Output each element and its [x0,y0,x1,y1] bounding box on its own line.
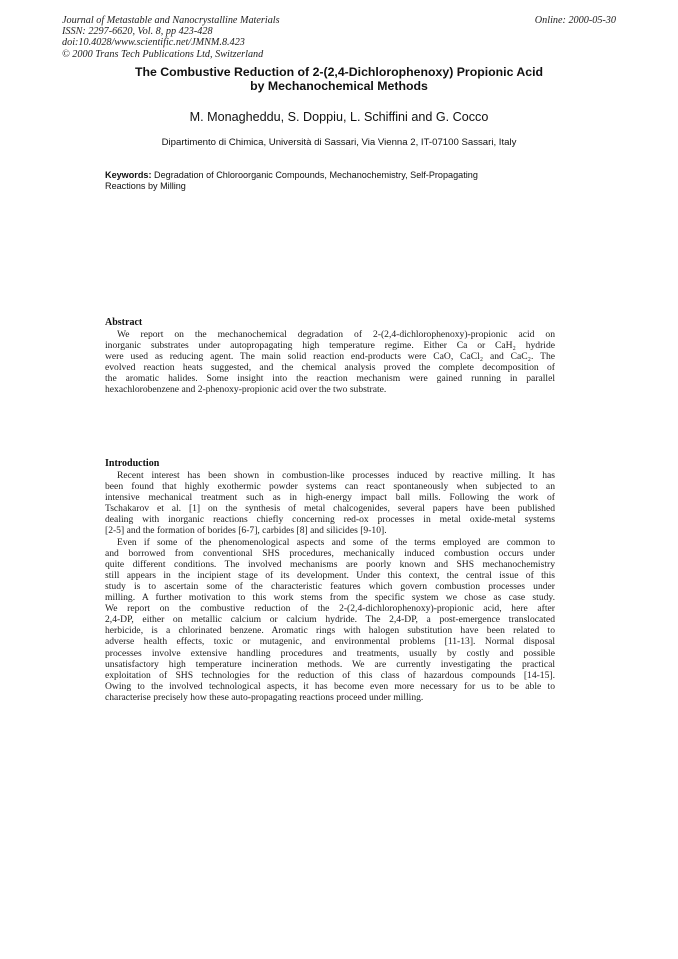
intro-line: study is to ascertain some of the characteristic features which govern combustion processes under [105,580,555,592]
intro-line: Recent interest has been shown in combustion-like processes induced by reactive milling. It has [117,470,555,481]
paper-title [60,65,618,93]
journal-name: Journal of Metastable and Nanocrystalline Materials [62,15,280,26]
introduction-heading: Introduction [105,458,160,469]
intro-line: milling. A further motivation to this work stems from the specific system we chose as case study. [105,592,555,604]
intro-line: dealing with inorganic reactions chiefly concerning red-ox processes in metal oxide-metal systems [105,514,555,526]
intro-line: exploitation of SHS technologies for the reduction of this class of hazardous compounds [14-15]. [105,669,555,681]
intro-line: been found that highly exothermic powder systems can react spontaneously when subjected to an [105,481,555,493]
keywords-block [105,170,545,192]
keywords-line-2: Reactions by Milling [105,181,186,192]
intro-line: and borrowed from conventional SHS procedures, mechanically induced combustion occurs under [105,547,555,559]
introduction-section [105,458,555,703]
abstract-line: were used as reducing agent. The main solid reaction end-products were CaO, CaCl₂ and CaC₂. The [105,351,555,363]
abstract-line: inorganic substrates under autopropagating high temperature regime. Either Ca or CaH₂ hydride [105,340,555,352]
intro-line: still appears in the incipient stage of its development. Under this context, the central issue of this [105,569,555,581]
intro-line: unsatisfactory high temperature incineration methods. We are currently investigating the practical [105,658,555,670]
abstract-heading: Abstract [105,317,143,328]
keywords-text-1: Degradation of Chloroorganic Compounds, Mechanochemistry, Self-Propagating [154,170,478,180]
copyright-line: © 2000 Trans Tech Publications Ltd, Switzerland [62,48,264,60]
keywords-line-1 [105,170,545,181]
intro-line: characterise precisely how these auto-propagating reactions proceed under milling. [105,691,424,703]
journal-header [62,15,392,60]
intro-line: [2-5] and the formation of borides [6-7], carbides [8] and silicides [9-10]. [105,525,387,537]
keywords-label: Keywords: [105,170,152,180]
abstract-line: We report on the mechanochemical degradation of 2-(2,4-dichlorophenoxy)-propionic acid on [117,329,555,340]
abstract-line: evolved reaction heats suggested, and the chemical analysis proved the complete decomposition of [105,362,555,374]
online-date: Online: 2000-05-30 [534,15,616,26]
title-line-1: The Combustive Reduction of 2-(2,4-Dichlorophenoxy) Propionic Acid [134,65,544,79]
intro-line: Owing to the involved technological aspects, it has become even more necessary for us to be able to [105,680,555,692]
intro-line: intensive mechanical treatment such as in high-energy impact ball mills. Following the work of [105,492,555,504]
doi-line[interactable]: doi:10.4028/www.scientific.net/JMNM.8.423 [62,37,245,49]
title-line-2: by Mechanochemical Methods [250,79,428,94]
abstract-section [105,317,555,396]
abstract-line: the aromatic halides. Some insight into the reaction mechanism were gained running in parallel [105,373,555,385]
intro-line: Tschakarov et al. [1] on the synthesis of metal chalcogenides, several papers have been published [105,503,555,515]
intro-line: 2,4-DP, either on metallic calcium or calcium hydride. The 2,4-DP, a post-emergence translocated [105,614,555,626]
intro-line: Even if some of the phenomenological aspects and some of the terms employed are common to [117,536,555,548]
affiliation: Dipartimento di Chimica, Università di Sassari, Via Vienna 2, IT-07100 Sassari, Italy [161,137,517,148]
intro-line: herbicide, is a chlorinated benzene. Aromatic rings with halogen substitution have been related to [105,625,555,637]
intro-line: processes involve extensive handling procedures and treatments, usually by costly and possible [105,647,555,659]
issn-line: ISSN: 2297-6620, Vol. 8, pp 423-428 [62,26,213,38]
author-list: M. Monagheddu, S. Doppiu, L. Schiffini and G. Cocco [189,110,489,124]
abstract-line: hexachlorobenzene and 2-phenoxy-propionic acid over the two substrate. [105,384,387,396]
intro-line: adverse health effects, toxic or mutagenic, and environmental problems [11-13]. Normal disposal [105,636,555,648]
intro-line: We report on the combustive reduction of the 2-(2,4-dichlorophenoxy)-propionic acid, here after [105,603,555,615]
intro-line: quite different conditions. The involved mechanisms are poorly known and SHS mechanochemistry [105,558,555,570]
